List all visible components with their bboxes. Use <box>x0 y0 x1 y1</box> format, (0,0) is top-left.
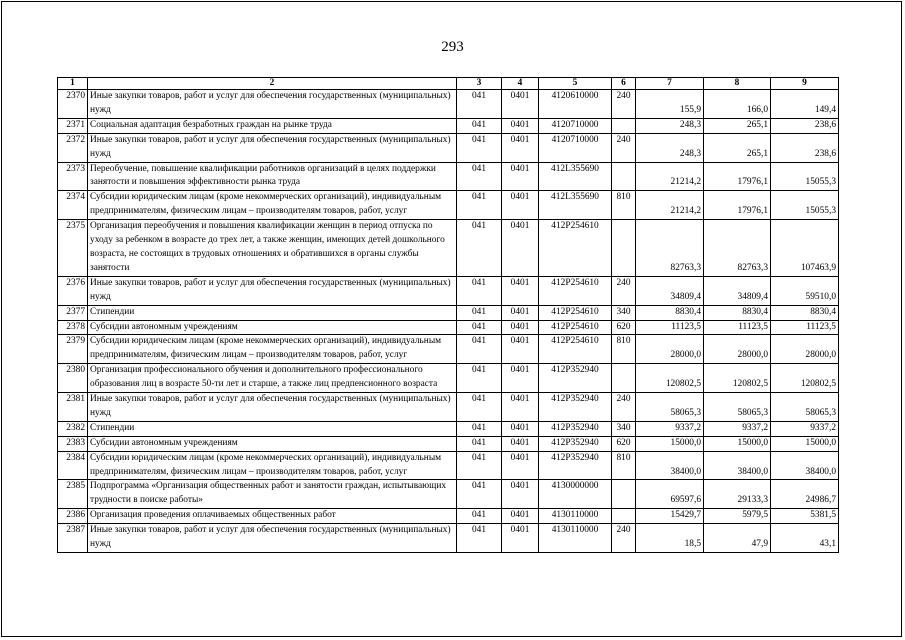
amount-cell: 8830,4 <box>771 305 839 320</box>
code-cell <box>612 509 636 524</box>
row-number: 2375 <box>58 220 88 277</box>
amount-cell: 59510,0 <box>771 276 839 305</box>
table-row <box>58 364 839 393</box>
code-cell: 620 <box>612 320 636 335</box>
table-row <box>58 509 839 524</box>
row-number: 2377 <box>58 305 88 320</box>
row-number: 2380 <box>58 364 88 393</box>
code-cell: 0401 <box>502 393 539 422</box>
item-name: Социальная адаптация безработных граждан на рынке труда <box>88 118 457 133</box>
column-header: 6 <box>612 78 636 90</box>
amount-cell: 34809,4 <box>704 276 771 305</box>
code-cell: 4120710000 <box>539 133 612 162</box>
code-cell: 412L355690 <box>539 191 612 220</box>
item-name: Стипендии <box>88 421 457 436</box>
amount-cell: 18,5 <box>636 524 704 553</box>
code-cell: 0401 <box>502 436 539 451</box>
code-cell: 412P352940 <box>539 436 612 451</box>
row-number: 2382 <box>58 421 88 436</box>
amount-cell: 58065,3 <box>771 393 839 422</box>
amount-cell: 38400,0 <box>704 451 771 480</box>
code-cell: 0401 <box>502 276 539 305</box>
table-row <box>58 220 839 277</box>
amount-cell: 5979,5 <box>704 509 771 524</box>
column-header: 7 <box>636 78 704 90</box>
code-cell: 340 <box>612 421 636 436</box>
amount-cell: 34809,4 <box>636 276 704 305</box>
table-row <box>58 90 839 119</box>
amount-cell: 8830,4 <box>704 305 771 320</box>
amount-cell: 238,6 <box>771 118 839 133</box>
amount-cell: 29133,3 <box>704 480 771 509</box>
amount-cell: 248,3 <box>636 118 704 133</box>
code-cell: 4120710000 <box>539 118 612 133</box>
table-row <box>58 335 839 364</box>
code-cell <box>612 480 636 509</box>
code-cell: 041 <box>457 191 502 220</box>
amount-cell: 24986,7 <box>771 480 839 509</box>
code-cell: 240 <box>612 524 636 553</box>
row-number: 2370 <box>58 90 88 119</box>
code-cell: 4120610000 <box>539 90 612 119</box>
code-cell: 041 <box>457 451 502 480</box>
table-row <box>58 524 839 553</box>
item-name: Иные закупки товаров, работ и услуг для обеспечения государственных (муниципальных) нужд <box>88 90 457 119</box>
column-header: 4 <box>502 78 539 90</box>
amount-cell: 9337,2 <box>636 421 704 436</box>
amount-cell: 11123,5 <box>636 320 704 335</box>
amount-cell: 11123,5 <box>771 320 839 335</box>
row-number: 2373 <box>58 162 88 191</box>
code-cell: 240 <box>612 276 636 305</box>
amount-cell: 265,1 <box>704 118 771 133</box>
row-number: 2383 <box>58 436 88 451</box>
code-cell: 240 <box>612 393 636 422</box>
table-row <box>58 480 839 509</box>
table-row <box>58 276 839 305</box>
table-body <box>58 90 839 553</box>
code-cell: 0401 <box>502 320 539 335</box>
code-cell: 0401 <box>502 133 539 162</box>
item-name: Субсидии автономным учреждениям <box>88 436 457 451</box>
row-number: 2372 <box>58 133 88 162</box>
amount-cell: 82763,3 <box>704 220 771 277</box>
amount-cell: 58065,3 <box>636 393 704 422</box>
amount-cell: 28000,0 <box>704 335 771 364</box>
item-name: Переобучение, повышение квалификации работников организаций в целях поддержки занятости и повышения эффективности рынка труда <box>88 162 457 191</box>
budget-table <box>57 77 839 553</box>
amount-cell: 28000,0 <box>771 335 839 364</box>
code-cell: 412L355690 <box>539 162 612 191</box>
amount-cell: 166,0 <box>704 90 771 119</box>
amount-cell: 238,6 <box>771 133 839 162</box>
amount-cell: 15000,0 <box>704 436 771 451</box>
code-cell: 0401 <box>502 509 539 524</box>
item-name: Организация переобучения и повышения квалификации женщин в период отпуска по уходу за ребенком в возрасте до трех лет, а также женщин, имеющих детей дошкольного возраста, не состоящих в трудовых отношениях и обратившихся в органы службы занятости <box>88 220 457 277</box>
amount-cell: 69597,6 <box>636 480 704 509</box>
code-cell: 041 <box>457 162 502 191</box>
code-cell: 810 <box>612 335 636 364</box>
table-row <box>58 436 839 451</box>
amount-cell: 15429,7 <box>636 509 704 524</box>
table-row <box>58 305 839 320</box>
amount-cell: 5381,5 <box>771 509 839 524</box>
amount-cell: 82763,3 <box>636 220 704 277</box>
amount-cell: 21214,2 <box>636 162 704 191</box>
amount-cell: 9337,2 <box>704 421 771 436</box>
amount-cell: 38400,0 <box>771 451 839 480</box>
code-cell: 0401 <box>502 480 539 509</box>
amount-cell: 15055,3 <box>771 162 839 191</box>
code-cell <box>612 162 636 191</box>
column-header: 5 <box>539 78 612 90</box>
code-cell: 0401 <box>502 118 539 133</box>
code-cell: 041 <box>457 335 502 364</box>
code-cell: 412P352940 <box>539 364 612 393</box>
amount-cell: 47,9 <box>704 524 771 553</box>
code-cell: 041 <box>457 305 502 320</box>
code-cell: 041 <box>457 524 502 553</box>
row-number: 2378 <box>58 320 88 335</box>
column-header: 3 <box>457 78 502 90</box>
amount-cell: 8830,4 <box>636 305 704 320</box>
amount-cell: 120802,5 <box>704 364 771 393</box>
table-row <box>58 421 839 436</box>
table-row <box>58 451 839 480</box>
table-row <box>58 162 839 191</box>
amount-cell: 120802,5 <box>636 364 704 393</box>
code-cell: 412P254610 <box>539 276 612 305</box>
code-cell: 0401 <box>502 451 539 480</box>
code-cell: 041 <box>457 480 502 509</box>
amount-cell: 38400,0 <box>636 451 704 480</box>
code-cell: 0401 <box>502 305 539 320</box>
row-number: 2376 <box>58 276 88 305</box>
row-number: 2374 <box>58 191 88 220</box>
item-name: Субсидии автономным учреждениям <box>88 320 457 335</box>
code-cell: 0401 <box>502 421 539 436</box>
table-row <box>58 133 839 162</box>
amount-cell: 17976,1 <box>704 162 771 191</box>
code-cell: 041 <box>457 220 502 277</box>
code-cell: 412P352940 <box>539 393 612 422</box>
item-name: Иные закупки товаров, работ и услуг для обеспечения государственных (муниципальных) нужд <box>88 133 457 162</box>
code-cell: 412P254610 <box>539 220 612 277</box>
code-cell: 4130000000 <box>539 480 612 509</box>
code-cell: 810 <box>612 191 636 220</box>
code-cell: 240 <box>612 90 636 119</box>
row-number: 2371 <box>58 118 88 133</box>
item-name: Организация профессионального обучения и дополнительного профессионального образования лиц в возрасте 50-ти лет и старше, а также лиц предпенсионного возраста <box>88 364 457 393</box>
code-cell: 240 <box>612 133 636 162</box>
column-header: 2 <box>88 78 457 90</box>
table-row <box>58 118 839 133</box>
code-cell: 0401 <box>502 191 539 220</box>
amount-cell: 43,1 <box>771 524 839 553</box>
item-name: Организация проведения оплачиваемых общественных работ <box>88 509 457 524</box>
item-name: Субсидии юридическим лицам (кроме некоммерческих организаций), индивидуальным предпринимателям, физическим лицам – производителям товаров, работ, услуг <box>88 335 457 364</box>
code-cell: 412P254610 <box>539 305 612 320</box>
item-name: Подпрограмма «Организация общественных работ и занятости граждан, испытывающих трудности в поиске работы» <box>88 480 457 509</box>
code-cell: 041 <box>457 90 502 119</box>
table-header-row <box>58 78 839 90</box>
item-name: Иные закупки товаров, работ и услуг для обеспечения государственных (муниципальных) нужд <box>88 276 457 305</box>
amount-cell: 28000,0 <box>636 335 704 364</box>
amount-cell: 11123,5 <box>704 320 771 335</box>
amount-cell: 155,9 <box>636 90 704 119</box>
code-cell <box>612 118 636 133</box>
amount-cell: 9337,2 <box>771 421 839 436</box>
amount-cell: 15055,3 <box>771 191 839 220</box>
code-cell: 041 <box>457 364 502 393</box>
code-cell: 041 <box>457 320 502 335</box>
item-name: Субсидии юридическим лицам (кроме некоммерческих организаций), индивидуальным предпринимателям, физическим лицам – производителям товаров, работ, услуг <box>88 451 457 480</box>
amount-cell: 149,4 <box>771 90 839 119</box>
code-cell <box>612 364 636 393</box>
item-name: Иные закупки товаров, работ и услуг для обеспечения государственных (муниципальных) нужд <box>88 393 457 422</box>
amount-cell: 58065,3 <box>704 393 771 422</box>
code-cell: 041 <box>457 509 502 524</box>
code-cell: 340 <box>612 305 636 320</box>
code-cell: 810 <box>612 451 636 480</box>
amount-cell: 265,1 <box>704 133 771 162</box>
item-name: Субсидии юридическим лицам (кроме некоммерческих организаций), индивидуальным предпринимателям, физическим лицам – производителям товаров, работ, услуг <box>88 191 457 220</box>
row-number: 2386 <box>58 509 88 524</box>
amount-cell: 248,3 <box>636 133 704 162</box>
table-row <box>58 191 839 220</box>
code-cell: 041 <box>457 276 502 305</box>
row-number: 2379 <box>58 335 88 364</box>
row-number: 2381 <box>58 393 88 422</box>
row-number: 2384 <box>58 451 88 480</box>
code-cell: 0401 <box>502 162 539 191</box>
amount-cell: 21214,2 <box>636 191 704 220</box>
code-cell: 412P254610 <box>539 320 612 335</box>
row-number: 2387 <box>58 524 88 553</box>
page-number: 293 <box>441 39 464 55</box>
amount-cell: 15000,0 <box>771 436 839 451</box>
code-cell: 0401 <box>502 90 539 119</box>
table-row <box>58 393 839 422</box>
code-cell: 412P254610 <box>539 335 612 364</box>
code-cell: 4130110000 <box>539 509 612 524</box>
table-row <box>58 320 839 335</box>
column-header: 8 <box>704 78 771 90</box>
item-name: Стипендии <box>88 305 457 320</box>
code-cell: 0401 <box>502 335 539 364</box>
code-cell: 041 <box>457 436 502 451</box>
code-cell: 0401 <box>502 524 539 553</box>
code-cell: 0401 <box>502 364 539 393</box>
code-cell: 412P352940 <box>539 451 612 480</box>
amount-cell: 15000,0 <box>636 436 704 451</box>
code-cell: 041 <box>457 393 502 422</box>
amount-cell: 17976,1 <box>704 191 771 220</box>
item-name: Иные закупки товаров, работ и услуг для обеспечения государственных (муниципальных) нужд <box>88 524 457 553</box>
amount-cell: 107463,9 <box>771 220 839 277</box>
column-header: 9 <box>771 78 839 90</box>
amount-cell: 120802,5 <box>771 364 839 393</box>
code-cell: 041 <box>457 421 502 436</box>
row-number: 2385 <box>58 480 88 509</box>
code-cell <box>612 220 636 277</box>
code-cell: 041 <box>457 118 502 133</box>
code-cell: 4130110000 <box>539 524 612 553</box>
column-header: 1 <box>58 78 88 90</box>
code-cell: 412P352940 <box>539 421 612 436</box>
code-cell: 041 <box>457 133 502 162</box>
code-cell: 0401 <box>502 220 539 277</box>
code-cell: 620 <box>612 436 636 451</box>
